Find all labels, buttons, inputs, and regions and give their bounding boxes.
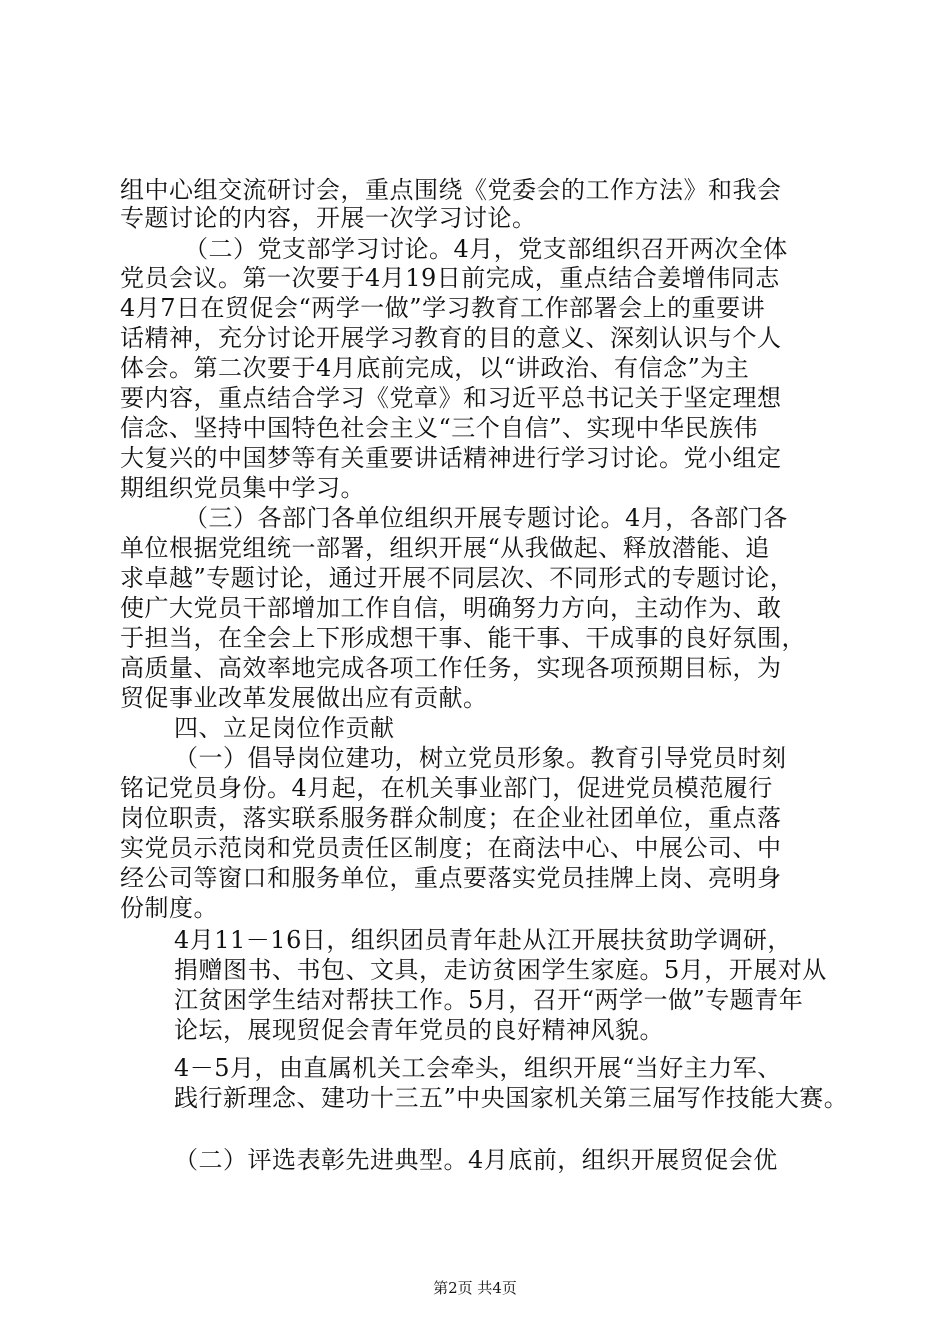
body-line: （三）各部门各单位组织开展专题讨论。4月，各部门各 — [184, 504, 788, 532]
body-line: 岗位职责，落实联系服务群众制度；在企业社团单位，重点落 — [120, 804, 782, 832]
body-line: 经公司等窗口和服务单位，重点要落实党员挂牌上岗、亮明身 — [120, 864, 782, 892]
body-line: 江贫困学生结对帮扶工作。5月，召开“两学一做”专题青年 — [174, 986, 804, 1014]
body-line: 铭记党员身份。4月起，在机关事业部门，促进党员模范履行 — [120, 774, 773, 802]
body-line: 使广大党员干部增加工作自信，明确努力方向，主动作为、敢 — [120, 594, 782, 622]
body-line: （二）评选表彰先进典型。4月底前，组织开展贸促会优 — [174, 1146, 778, 1174]
body-line: 高质量、高效率地完成各项工作任务，实现各项预期目标，为 — [120, 654, 782, 682]
body-line: 4月11－16日，组织团员青年赴从江开展扶贫助学调研， — [174, 926, 792, 954]
body-line: 要内容，重点结合学习《党章》和习近平总书记关于坚定理想 — [120, 384, 782, 412]
body-line: 党员会议。第一次要于4月19日前完成，重点结合姜增伟同志 — [120, 264, 780, 292]
body-line: 贸促事业改革发展做出应有贡献。 — [120, 684, 488, 712]
body-line: 论坛，展现贸促会青年党员的良好精神风貌。 — [174, 1016, 664, 1044]
body-line: 于担当，在全会上下形成想干事、能干事、干成事的良好氛围， — [120, 624, 806, 652]
body-line: 4月7日在贸促会“两学一做”学习教育工作部署会上的重要讲 — [120, 294, 766, 322]
body-line: 组中心组交流研讨会，重点围绕《党委会的工作方法》和我会 — [120, 176, 782, 204]
body-line: 话精神，充分讨论开展学习教育的目的意义、深刻认识与个人 — [120, 324, 782, 352]
body-line: 体会。第二次要于4月底前完成，以“讲政治、有信念”为主 — [120, 354, 750, 382]
body-line: 践行新理念、建功十三五”中央国家机关第三届写作技能大赛。 — [174, 1084, 849, 1112]
body-line: （二）党支部学习讨论。4月，党支部组织召开两次全体 — [184, 235, 788, 263]
body-line: 专题讨论的内容，开展一次学习讨论。 — [120, 204, 537, 232]
body-line: 单位根据党组统一部署，组织开展“从我做起、释放潜能、追 — [120, 534, 770, 562]
body-line: 份制度。 — [120, 894, 218, 922]
body-line: 实党员示范岗和党员责任区制度；在商法中心、中展公司、中 — [120, 834, 782, 862]
body-line: 期组织党员集中学习。 — [120, 474, 365, 502]
body-line: 4－5月，由直属机关工会牵头，组织开展“当好主力军、 — [174, 1054, 782, 1082]
body-line: 信念、坚持中国特色社会主义“三个自信”、实现中华民族伟 — [120, 414, 759, 442]
body-line: 捐赠图书、书包、文具，走访贫困学生家庭。5月，开展对从 — [174, 956, 827, 984]
body-line: （一）倡导岗位建功，树立党员形象。教育引导党员时刻 — [174, 744, 787, 772]
page-footer: 第2页 共4页 — [433, 1279, 517, 1297]
body-line: 求卓越”专题讨论，通过开展不同层次、不同形式的专题讨论， — [120, 564, 795, 592]
section-heading: 四、立足岗位作贡献 — [174, 714, 395, 742]
body-line: 大复兴的中国梦等有关重要讲话精神进行学习讨论。党小组定 — [120, 444, 782, 472]
